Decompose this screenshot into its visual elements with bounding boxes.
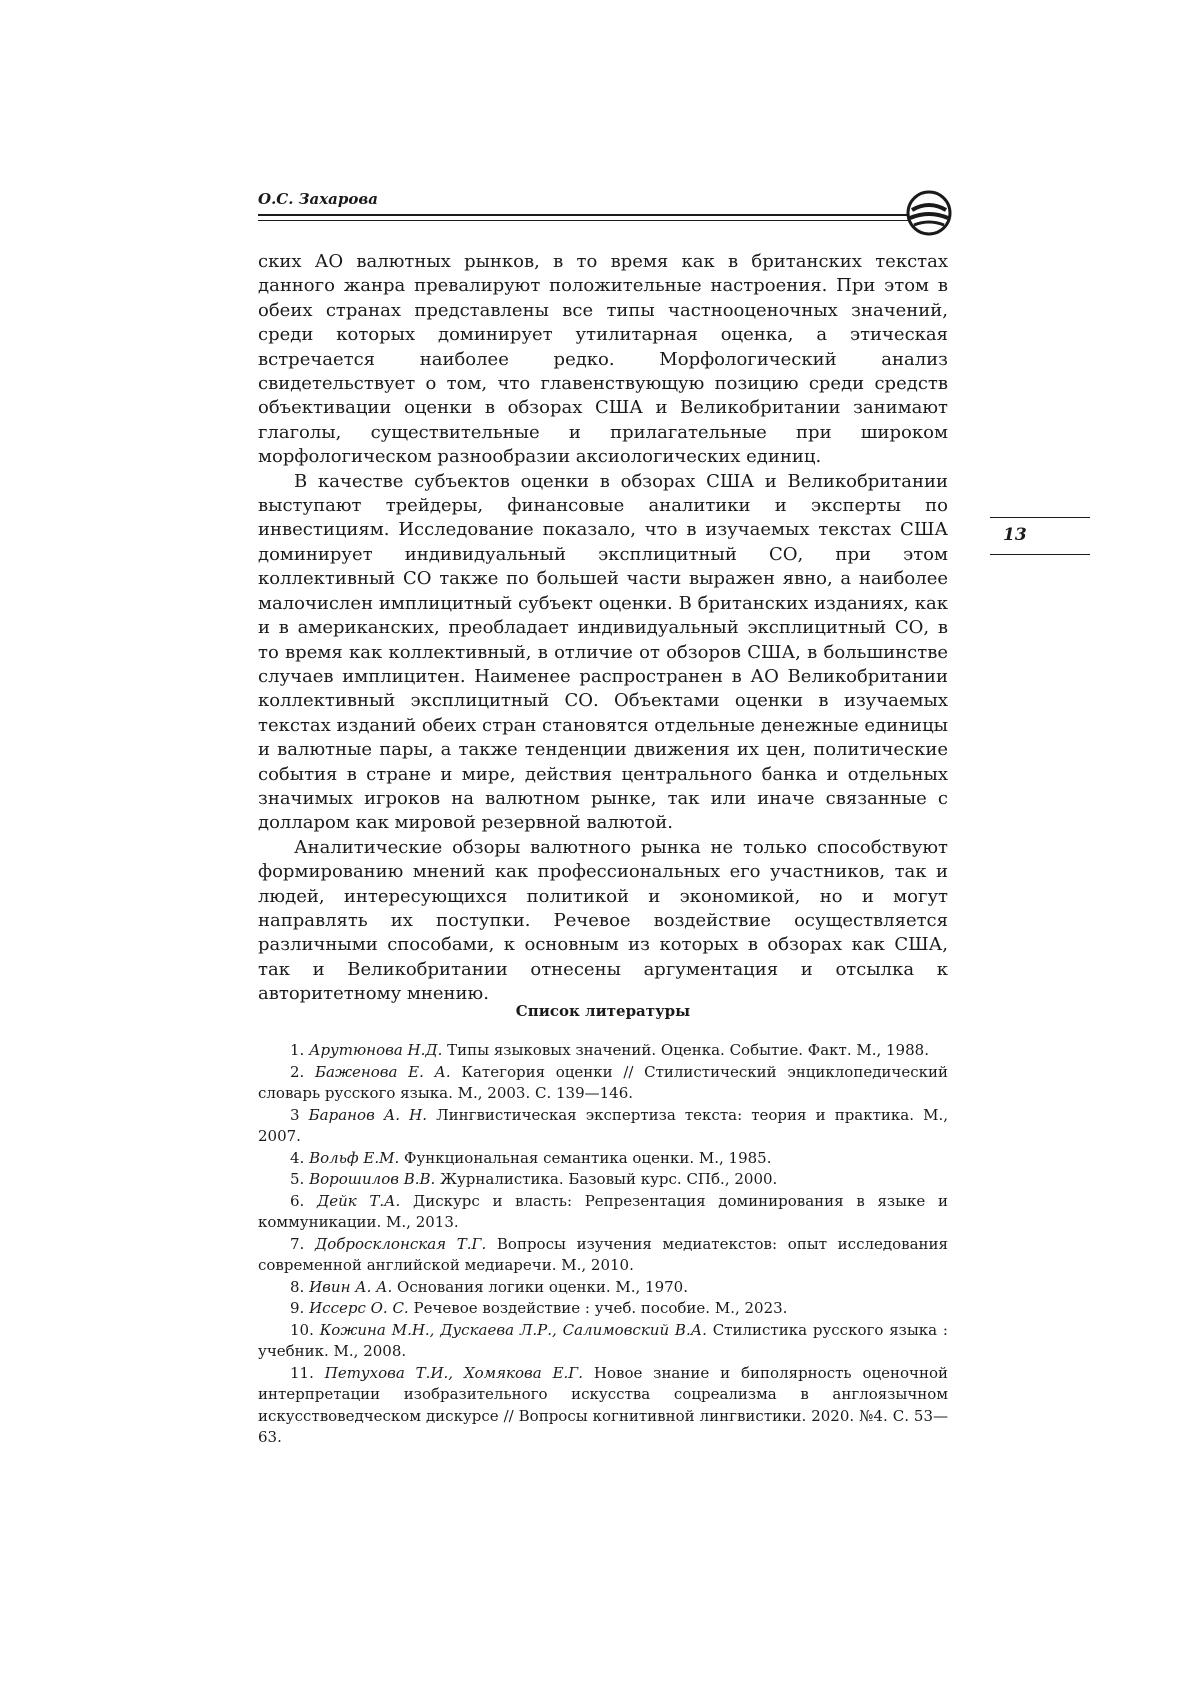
header-rule-thin [258,220,908,221]
reference-item [258,1191,948,1234]
header-rule [258,214,908,216]
reference-author: Кожина М.Н., Дускаева Л.Р., Салимовский В.А. [319,1320,707,1339]
reference-number: 6. [290,1191,305,1210]
reference-text: Речевое воздействие : учеб. пособие. М., 2023. [413,1299,788,1317]
reference-text: Категория оценки // Стилистический энциклопедический словарь русского языка. М., 2003. С. 139—146. [258,1062,948,1102]
reference-author: Арутюнова Н.Д. [309,1041,443,1059]
reference-text: Стилистика русского языка : учебник. М., 2008. [258,1320,948,1360]
reference-author: Дейк Т.А. [317,1191,401,1210]
reference-text: Лингвистическая экспертиза текста: теория и практика. М., 2007. [258,1105,948,1145]
reference-item [258,1062,948,1105]
body-text [258,250,948,1007]
reference-number: 7. [290,1234,305,1253]
reference-item [258,1234,948,1277]
reference-author: Ивин А. А. [309,1277,393,1296]
paragraph: Аналитические обзоры валютного рынка не только способствуют формированию мнений как профессиональных его участников, так и людей, интересующихся политикой и экономикой, но и могут направлять их поступки. Речевое воздействие осуществляется различными способами, к основным из которых в обзорах как США, так и Великобритании отнесены аргументация и отсылка к авторитетному мнению. [258,836,948,1005]
reference-author: Ворошилов В.В. [309,1170,436,1188]
reference-number: 4. [290,1148,305,1167]
reference-number: 10. [290,1320,314,1339]
reference-number: 3 [290,1105,300,1124]
reference-number: 8. [290,1277,305,1296]
references-list [258,1040,948,1449]
reference-text: Новое знание и биполярность оценочной интерпретации изобразительного искусства соцреализма в англоязычном искусствоведческом дискурсе // Вопросы когнитивной лингвистики. 2020. №4. С. 53—63. [258,1363,948,1446]
reference-author: Баранов А. Н. [308,1105,427,1124]
reference-item [258,1320,948,1363]
reference-author: Баженова Е. А. [315,1062,451,1081]
paragraph: ских АО валютных рынков, в то время как в британских текстах данного жанра превалируют положительные настроения. При этом в обеих странах представлены все типы частнооценочных значений, среди которых доминирует утилитарная оценка, а этическая встречается наиболее редко. Морфологический анализ свидетельствует о том, что главенствующую позицию среди средств объективации оценки в обзорах США и Великобритании занимают глаголы, существительные и прилагательные при широком морфологическом разнообразии аксиологических единиц. [258,251,948,468]
reference-text: Типы языковых значений. Оценка. Событие. Факт. М., 1988. [447,1041,929,1059]
running-head-author: О.С. Захарова [258,190,378,208]
reference-item [258,1169,948,1191]
reference-number: 11. [290,1363,314,1382]
reference-number: 1. [290,1041,305,1059]
reference-text: Дискурс и власть: Репрезентация доминирования в языке и коммуникации. М., 2013. [258,1191,948,1231]
publisher-logo-icon [906,190,952,236]
reference-number: 2. [290,1062,305,1081]
reference-item [258,1277,948,1299]
reference-author: Вольф Е.М. [309,1148,400,1167]
reference-number: 5. [290,1170,305,1188]
paragraph: В качестве субъектов оценки в обзорах США и Великобритании выступают трейдеры, финансовые аналитики и эксперты по инвестициям. Исследование показало, что в изучаемых текстах США доминирует индивидуальный эксплицитный СО, при этом коллективный СО также по большей части выражен явно, а наиболее малочислен имплицитный субъект оценки. В британских изданиях, как и в американских, преобладает индивидуальный эксплицитный СО, в то время как коллективный, в отличие от обзоров США, в большинстве случаев имплицитен. Наименее распространен в АО Великобритании коллективный эксплицитный СО. Объектами оценки в изучаемых текстах изданий обеих стран становятся отдельные денежные единицы и валютные пары, а также тенденции движения их цен, политические события в стране и мире, действия центрального банка и отдельных значимых игроков на валютном рынке, так или иначе связанные с долларом как мировой резервной валютой. [258,470,948,834]
page-number: 13 [1003,525,1027,545]
reference-number: 9. [290,1299,305,1317]
reference-text: Журналистика. Базовый курс. СПб., 2000. [440,1170,778,1188]
reference-text: Основания логики оценки. М., 1970. [397,1277,688,1296]
reference-item [258,1363,948,1449]
reference-item [258,1105,948,1148]
reference-author: Петухова Т.И., Хомякова Е.Г. [324,1363,584,1382]
reference-item [258,1148,948,1170]
reference-text: Функциональная семантика оценки. М., 1985. [404,1148,772,1167]
reference-author: Иссерс О. С. [309,1299,409,1317]
reference-item [258,1298,948,1320]
references-title: Список литературы [515,1002,691,1020]
reference-text: Вопросы изучения медиатекстов: опыт исследования современной английской медиаречи. М., 2010. [258,1234,948,1274]
reference-author: Добросклонская Т.Г. [315,1234,487,1253]
reference-item [258,1040,948,1062]
